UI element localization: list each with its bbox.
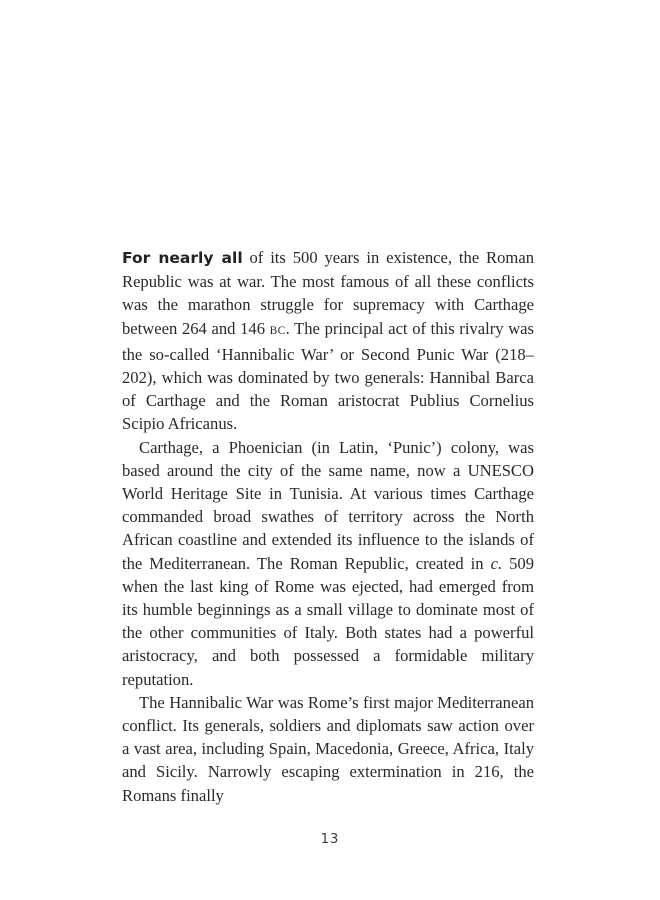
paragraph-2-text-b: 509 when the last king of Rome was ejected, had emerged from its humble beginnings as a small village to dominate most of the other communities of Italy. Both states had a powerful aristocracy, and both possessed a formidable military reputation.	[122, 553, 534, 689]
paragraph-1-text-a: of its 500 years in existence, the Roman Republic was at war. The most famous of all these conflicts was the marathon struggle for supremacy with Carthage between 264 and 146	[122, 248, 534, 338]
paragraph-1	[122, 246, 534, 436]
paragraph-3	[122, 691, 534, 807]
paragraph-1-text-b: . The principal act of this rivalry was the so-called ‘Hannibalic War’ or Second Punic War (218–202), which was dominated by two generals: Hannibal Barca of Carthage and the Roman aristocrat Publius Cornelius Scipio Africanus.	[122, 318, 534, 434]
lead-in-text: For nearly all	[122, 249, 243, 267]
paragraph-2	[122, 436, 534, 691]
page-number: 13	[320, 832, 340, 847]
paragraph-3-text: The Hannibalic War was Rome’s first major Mediterranean conflict. Its generals, soldiers and diplomats saw action over a vast area, including Spain, Macedonia, Greece, Africa, Italy and Sicily. Narrowly escaping extermination in 216, the Romans finally	[122, 692, 534, 805]
era-abbreviation: BC	[269, 324, 286, 337]
body-text	[122, 246, 534, 807]
paragraph-2-text-a: Carthage, a Phoenician (in Latin, ‘Punic’) colony, was based around the city of the same name, now a UNESCO World Heritage Site in Tunisia. At various times Carthage commanded broad swathes of territory across the North African coastline and extended its influence to the islands of the Mediterranean. The Roman Republic, created in	[122, 437, 534, 573]
circa-abbreviation: c.	[490, 553, 503, 573]
